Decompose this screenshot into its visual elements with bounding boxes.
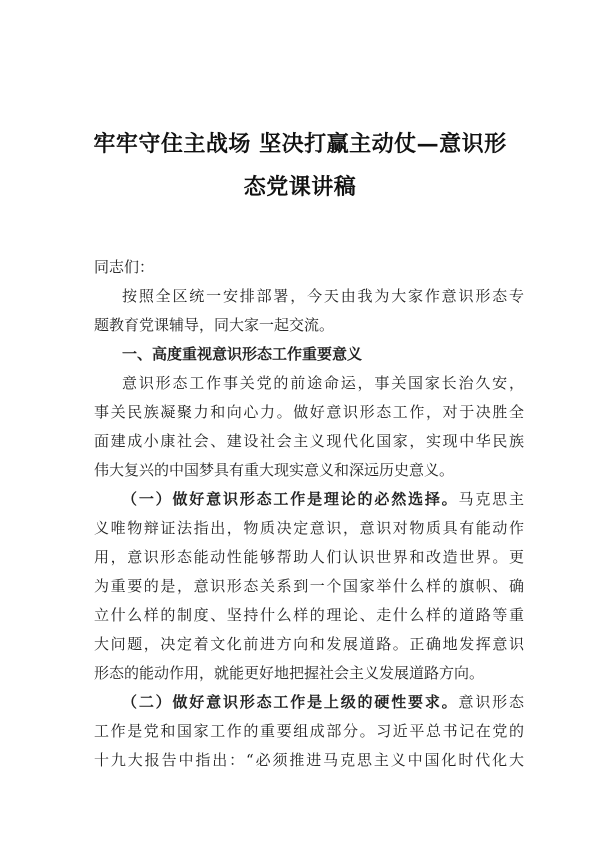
- para2-line-6: 大问题，决定着文化前进方向和发展道路。正确地发挥意识: [94, 635, 524, 653]
- para2-line-3: 用，意识形态能动性能够帮助人们认识世界和改造世界。更: [94, 548, 524, 566]
- intro-line-1: 按照全区统一安排部署，今天由我为大家作意识形态专: [122, 287, 524, 305]
- para3-line-1: [122, 692, 524, 712]
- para3-line-3: 十九大报告中指出：“必须推进马克思主义中国化时代化大: [94, 751, 524, 769]
- para2-line-1: [122, 489, 524, 509]
- para1-line-4: 伟大复兴的中国梦具有重大现实意义和深远历史意义。: [94, 461, 455, 479]
- para3-line-2: 工作是党和国家工作的重要组成部分。习近平总书记在党的: [94, 722, 524, 740]
- para2-line-5: 立什么样的制度、坚持什么样的理论、走什么样的道路等重: [94, 606, 524, 624]
- para3-line-1-rest: 意识形态: [458, 693, 524, 711]
- para2-line-4: 为重要的是，意识形态关系到一个国家举什么样的旗帜、确: [94, 577, 524, 595]
- para2-lead-sentence: （一）做好意识形态工作是理论的必然选择。: [122, 490, 459, 508]
- para2-line-2: 义唯物辩证法指出，物质决定意识，意识对物质具有能动作: [94, 519, 524, 537]
- para1-line-3: 面建成小康社会、建设社会主义现代化国家，实现中华民族: [94, 432, 524, 450]
- para1-line-2: 事关民族凝聚力和向心力。做好意识形态工作，对于决胜全: [94, 403, 524, 421]
- salutation: 同志们：: [94, 258, 155, 276]
- document-title-line-2: 态党课讲稿: [243, 174, 357, 200]
- intro-line-2: 题教育党课辅导，同大家一起交流。: [94, 316, 335, 334]
- para3-lead-sentence: （二）做好意识形态工作是上级的硬性要求。: [122, 693, 459, 711]
- para2-line-1-rest: 马克思主: [458, 490, 524, 508]
- para1-line-1: 意识形态工作事关党的前途命运，事关国家长治久安，: [122, 374, 524, 392]
- document-title-line-1: 牢牢守住主战场 坚决打赢主动仗—意识形: [93, 131, 507, 157]
- para2-line-7: 形态的能动作用，就能更好地把握社会主义发展道路方向。: [94, 664, 485, 682]
- section-heading-1: 一、高度重视意识形态工作重要意义: [122, 345, 363, 363]
